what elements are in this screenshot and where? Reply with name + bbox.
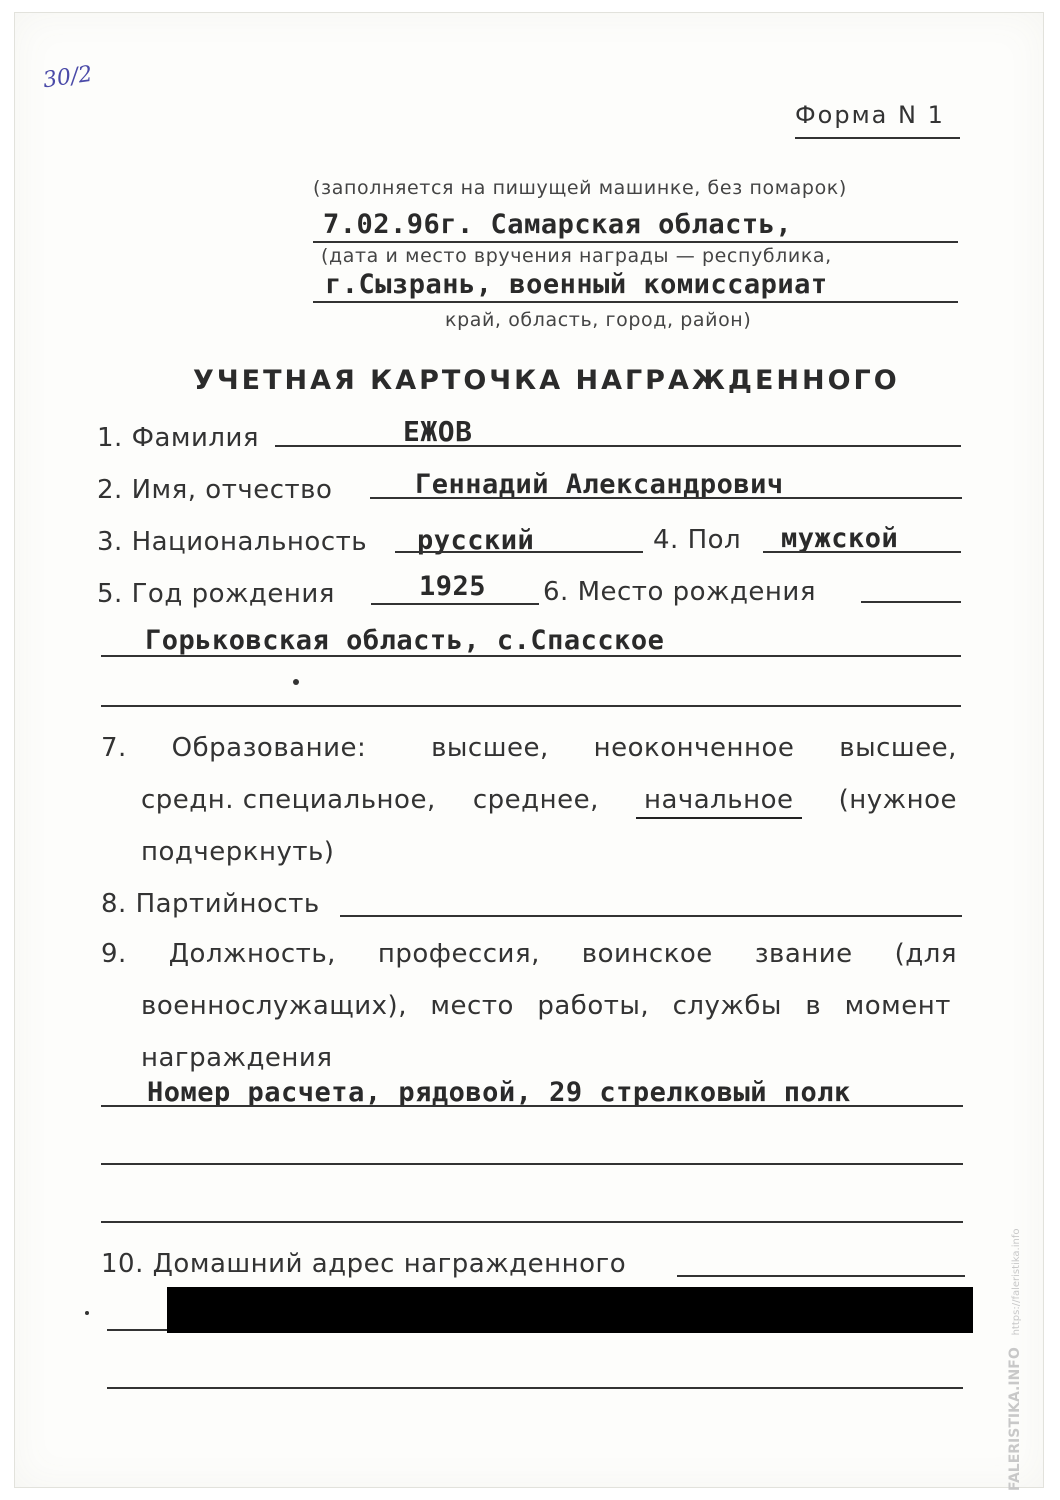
sex-line [763,551,961,553]
award-line2 [313,301,958,303]
education-option-higher: высшее, [431,733,549,763]
surname-line [275,445,961,447]
position-word: (для [894,939,957,969]
position-word: профессия, [377,939,540,969]
position-word: работы, [537,991,650,1021]
position-word: момент [844,991,951,1021]
position-word: звание [754,939,853,969]
nationality-value: русский [417,525,535,556]
name-label: 2. Имя, отчество [97,475,333,505]
name-line [370,497,962,499]
education-option-special: средн. специальное, [141,785,436,815]
position-word: 9. [101,939,127,969]
education-option-incomplete: неоконченное [593,733,795,763]
watermark-text: FALERISTIKA.INFO [1007,1347,1023,1491]
education-number: 7. [101,733,127,763]
position-word: службы [672,991,782,1021]
surname-label: 1. Фамилия [97,423,260,453]
award-caption-line2: край, область, город, район) [445,309,752,331]
home-address-label: 10. Домашний адрес награжденного [101,1249,627,1279]
education-option-secondary: среднее, [472,785,599,815]
birth-place-label: 6. Место рождения [543,577,816,607]
nationality-label: 3. Национальность [97,527,368,557]
home-address-line-top [677,1275,965,1277]
party-label: 8. Партийность [101,889,320,919]
handwritten-mark: 30/2 [41,61,94,94]
position-line3 [101,1221,963,1223]
position-label-line2 [141,991,951,1021]
name-value: Геннадий Александрович [415,469,784,500]
position-word: Должность, [168,939,336,969]
card-title: УЧЕТНАЯ КАРТОЧКА НАГРАЖДЕННОГО [193,365,900,396]
position-line2 [101,1163,963,1165]
birth-place-line-top [861,601,961,603]
birth-year-label: 5. Год рождения [97,579,335,609]
position-label-line1 [101,939,957,969]
education-option-higher-2: высшее, [839,733,957,763]
position-label-line3: награждения [141,1043,333,1073]
watermark-url: https://faleristika.info [1011,1228,1022,1336]
form-number-underline [795,137,960,139]
birth-place-value: Горьковская область, с.Спасское [145,625,665,656]
education-line1 [101,733,957,763]
education-hint-cont: подчеркнуть) [141,837,335,867]
position-word: воинское [581,939,713,969]
position-word: военнослужащих), [141,991,407,1021]
position-word: место [430,991,514,1021]
award-caption-line1: (дата и место вручения награды — республика, [321,245,832,267]
blank-line-after-birthplace [101,705,961,707]
nationality-line [395,551,643,553]
award-date-place-line2: г.Сызрань, военный комиссариат [325,269,828,300]
ink-dot [293,679,299,685]
education-line2 [141,785,957,819]
award-line1 [313,241,958,243]
surname-value: ЕЖОВ [403,415,473,448]
birth-year-value: 1925 [419,571,487,602]
sex-value: мужской [781,523,899,554]
home-address-line-2 [107,1387,963,1389]
position-line1 [101,1105,963,1107]
ink-dot-2 [85,1311,89,1315]
award-record-card [14,12,1044,1491]
watermark [1007,1229,1023,1492]
position-word: в [805,991,822,1021]
redaction-bar [167,1287,973,1333]
birth-year-line [371,603,539,605]
instruction-text: (заполняется на пишущей машинке, без помарок) [313,177,847,199]
education-label: Образование: [171,733,367,763]
education-hint: (нужное [838,785,957,815]
education-option-primary: начальное [636,785,802,819]
form-number: Форма N 1 [795,101,945,129]
birth-place-line [101,655,961,657]
sex-label: 4. Пол [653,525,742,555]
party-line [340,915,962,917]
award-date-place-line1: 7.02.96г. Самарская область, [323,209,793,240]
position-value: Номер расчета, рядовой, 29 стрелковый полк [147,1077,851,1108]
